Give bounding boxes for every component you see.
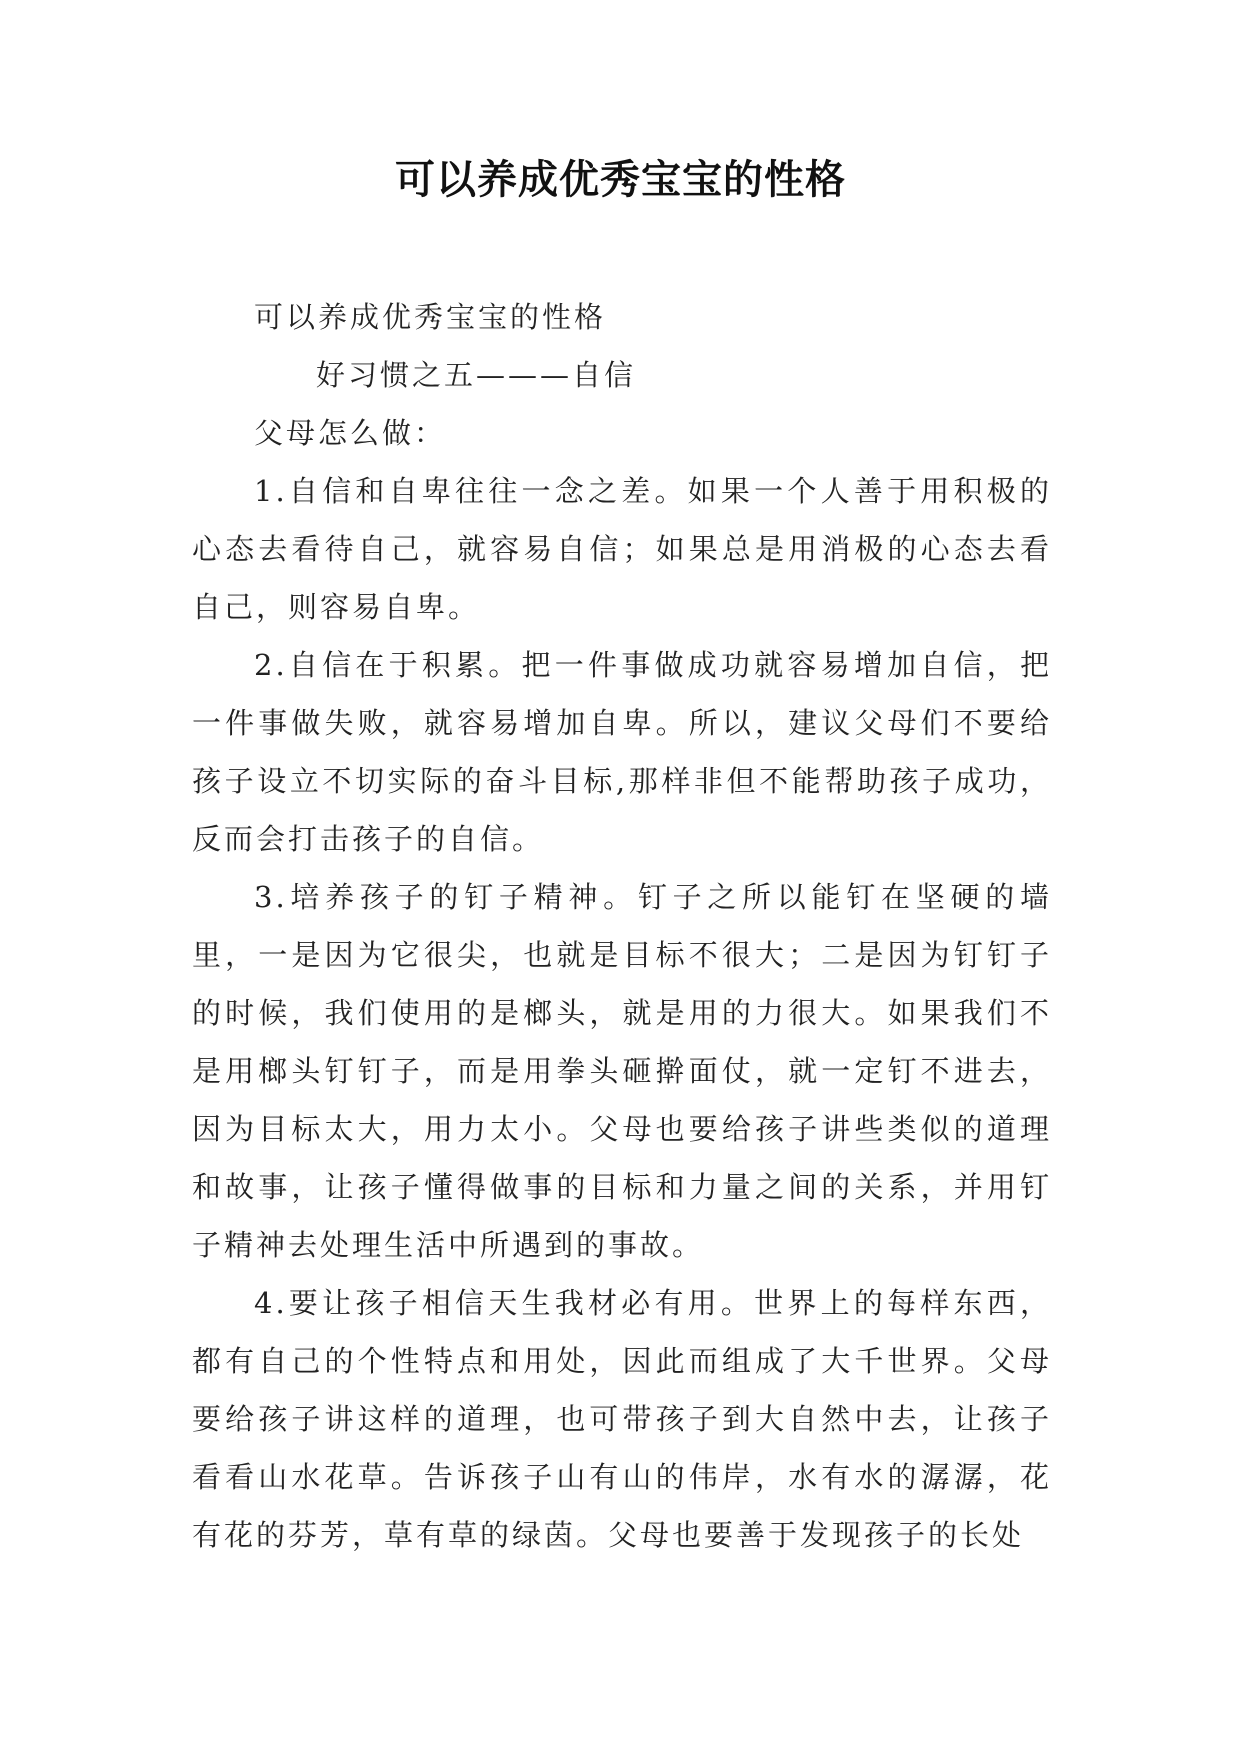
body-paragraph-subheading: 好习惯之五———自信 bbox=[316, 358, 637, 392]
body-paragraph-point-3: 3.培养孩子的钉子精神。钉子之所以能钉在坚硬的墙里，一是因为它很尖，也就是目标不很大；二是因为钉钉子的时候，我们使用的是榔头，就是用的力很大。如果我们不是用榔头钉钉子，而是用拳头砸擀面仗，就一定钉不进去，因为目标太大，用力太小。父母也要给孩子讲些类似的道理和故事，让孩子懂得做事的目标和力量之间的关系，并用钉子精神去处理生活中所遇到的事故。 bbox=[192, 880, 1052, 1262]
document-title: 可以养成优秀宝宝的性格 bbox=[395, 157, 846, 203]
body-paragraph-intro: 父母怎么做： bbox=[254, 416, 447, 450]
body-paragraph-heading: 可以养成优秀宝宝的性格 bbox=[254, 300, 607, 334]
body-paragraph-point-4: 4.要让孩子相信天生我材必有用。世界上的每样东西，都有自己的个性特点和用处，因此而组成了大千世界。父母要给孩子讲这样的道理，也可带孩子到大自然中去，让孩子看看山水花草。告诉孩子山有山的伟岸，水有水的潺潺，花有花的芬芳，草有草的绿茵。父母也要善于发现孩子的长处 bbox=[192, 1286, 1052, 1552]
body-paragraph-point-2: 2.自信在于积累。把一件事做成功就容易增加自信，把一件事做失败，就容易增加自卑。所以，建议父母们不要给孩子设立不切实际的奋斗目标,那样非但不能帮助孩子成功，反而会打击孩子的自信。 bbox=[192, 648, 1052, 856]
document-body bbox=[192, 288, 1052, 1564]
body-paragraph-point-1: 1.自信和自卑往往一念之差。如果一个人善于用积极的心态去看待自己，就容易自信；如果总是用消极的心态去看自己，则容易自卑。 bbox=[192, 474, 1052, 624]
